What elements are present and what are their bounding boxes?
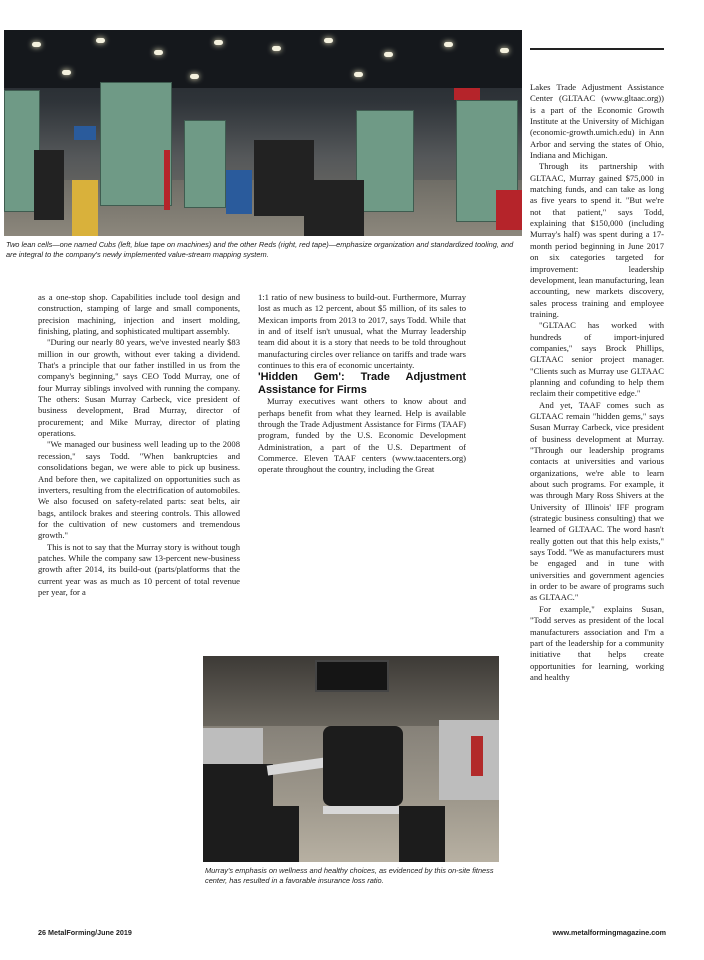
page-footer-right: www.metalformingmagazine.com: [552, 928, 666, 937]
paragraph: Lakes Trade Adjustment Assistance Center (GLTAAC (www.gltaac.org)) is a part of the Economic Growth Institute at the University of Michigan (economic-growth.umich.edu) in Ann Arbor and serving the states of Ohio, Indiana and Michigan.: [530, 82, 664, 161]
paragraph: And yet, TAAF comes such as GLTAAC remain "hidden gems," says Susan Murray Carbeck, vice president of business development at Murray. "Through our leadership programs contacts at universities and various organizations, we're able to learn about such programs. For example, it was through Mary Ross Shivers at the University of Illinois' IFF program (strategic business consulting) that we learned of GLTAAC. The word hasn't really gotten out that this help exists," says Todd. "We as manufacturers must be engaged and in tune with universities and government agencies in order to be aware of programs such as GLTAAC.": [530, 399, 664, 603]
photo2-caption: Murray's emphasis on wellness and healthy choices, as evidenced by this on-site fitness center, has resulted in a favorable insurance loss ratio.: [205, 866, 494, 885]
factory-floor-photo: [4, 30, 522, 236]
paragraph: For example," explains Susan, "Todd serves as president of the local manufacturers association and I'm a part of the leadership for a community initiative that helps create opportunities for learning, working and healthy: [530, 603, 664, 682]
paragraph: Murray executives want others to know about and perhaps benefit from what they learned. Help is available through the Trade Adjustment Assistance for Firms (TAAF) program, funded by the U.S. Economic Development Administration, a part of the U.S. Department of Commerce. Eleven TAAF centers (www.taacenters.org) operate throughout the country, including the Great: [258, 396, 466, 475]
paragraph: "During our nearly 80 years, we've invested nearly $83 million in our growth, without ever taking a dividend. That's a principle that our father instilled in us from the company's beginning," says CEO Todd Murray, one of four Murray siblings involved with running the company. The others: Susan Murray Carbeck, vice president of business development, Brad Murray, director of procurement; and Mike Murray, director of plating operations.: [38, 337, 240, 439]
article-column-middle: [258, 292, 466, 476]
paragraph: This is not to say that the Murray story is without tough patches. While the company saw 13-percent new-business growth after 2014, its build-out (parts/platforms that the current year was as much as 10 percent of total revenue per year, for a: [38, 541, 240, 597]
section-subhead: 'Hidden Gem': Trade Adjustment Assistance for Firms: [258, 371, 466, 396]
paragraph: Through its partnership with GLTAAC, Murray gained $75,000 in matching funds, and can take as long as five years to spend it. "But we're not that patient," says Todd, explaining that $150,000 (including Murray's half) was spent during a 17-month period beginning in June 2017 on six categories targeted for improvement: leadership development, lean manufacturing, lean accounting, new markets discovery, sales process training and employee training.: [530, 161, 664, 319]
paragraph: "GLTAAC has worked with hundreds of import-injured companies," says Brock Phillips, GLTAAC senior project manager. "Clients such as Murray use GLTAAC planning and cofunding to help them reclaim their competitive edge.": [530, 320, 664, 399]
photo1-caption: Two lean cells—one named Cubs (left, blue tape on machines) and the other Reds (right, red tape)—emphasize organization and standardized tooling, and are integral to the company's newly implemented value-stream mapping system.: [6, 240, 514, 259]
paragraph: "We managed our business well leading up to the 2008 recession," says Todd. "When bankruptcies and consolidations began, we were able to pick up business. And before then, we capitalized on opportunities such as inverters, resulting from the electrification of automobiles. We also focused on safety-related parts: seat belts, air bags, antilock brakes and steering controls. This allowed for the cultivation of new customers and tremendous growth.": [38, 439, 240, 541]
header-rule: [530, 48, 664, 50]
fitness-center-photo: [203, 656, 499, 862]
page-footer-left: 26 MetalForming/June 2019: [38, 928, 132, 937]
article-column-left: [38, 292, 240, 598]
paragraph: 1:1 ratio of new business to build-out. Furthermore, Murray lost as much as 12 percent, about $5 million, of its sales to Mexican imports from 2013 to 2017, says Todd. While that in and of itself isn't unusual, what the Murray leadership team did about it is a story that needs to be told throughout manufacturing circles over reliance on tariffs and trade wars continues to this era of economic uncertainty.: [258, 292, 466, 371]
article-column-right-top: [530, 82, 664, 683]
paragraph: as a one-stop shop. Capabilities include tool design and construction, stamping of large and small components, precision machining, injection and insert molding, finishing, plating, and sophisticated multipart assembly.: [38, 292, 240, 337]
